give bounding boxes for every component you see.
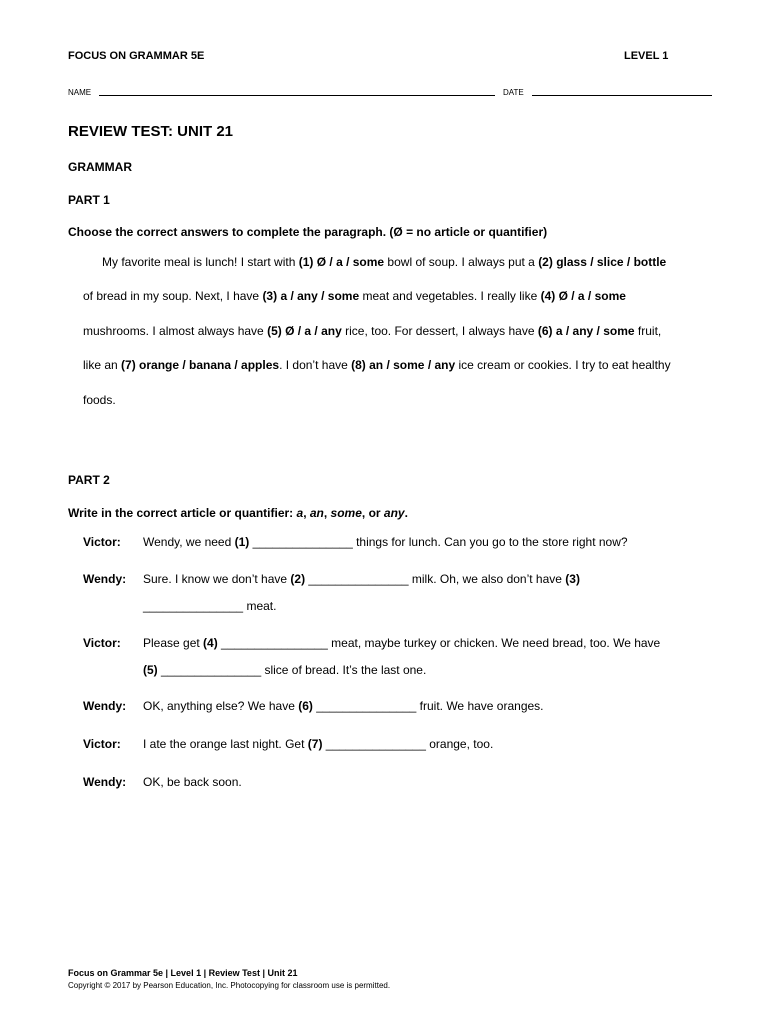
paragraph-line [102, 255, 666, 269]
dialogue-line [143, 572, 580, 586]
text-segment: Please get [143, 636, 204, 650]
text-segment: _______________ meat. [143, 599, 277, 613]
text-segment: bowl of soup. I always put a [384, 255, 539, 269]
text-segment: Write in the correct article or quantifier: [68, 506, 297, 520]
date-label: DATE [503, 88, 524, 97]
dialogue-line [143, 599, 276, 613]
paragraph-line [83, 358, 671, 372]
paragraph-line [83, 289, 626, 303]
dialogue-line [143, 775, 242, 789]
paragraph-line [83, 393, 116, 407]
footer-title: Focus on Grammar 5e | Level 1 | Review Test | Unit 21 [68, 968, 298, 978]
text-segment: _______________ fruit. We have oranges. [312, 699, 544, 713]
header-left: FOCUS ON GRAMMAR 5E [68, 50, 205, 62]
text-segment: Wendy, we need [143, 535, 235, 549]
dialogue-line [143, 535, 628, 549]
answer-choice: (6) [298, 699, 313, 713]
text-segment: rice, too. For dessert, I always have [341, 324, 538, 338]
dialogue-line [143, 663, 426, 677]
text-segment: , or [361, 506, 384, 520]
speaker-label: Victor: [83, 737, 121, 751]
name-label: NAME [68, 88, 92, 97]
text-segment: meat and vegetables. I really like [359, 289, 541, 303]
dialogue-line [143, 699, 544, 713]
grammar-heading: GRAMMAR [68, 160, 132, 174]
answer-choice: (6) a / any / some [537, 324, 635, 338]
answer-choice: (7) orange / banana / apples [121, 358, 280, 372]
part1-instruction: Choose the correct answers to complete the paragraph. (Ø = no article or quantifier) [68, 225, 548, 239]
text-segment: , [323, 506, 331, 520]
text-segment: _______________ orange, too. [322, 737, 494, 751]
footer-copyright: Copyright © 2017 by Pearson Education, Inc. Photocopying for classroom use is permitted. [68, 981, 391, 990]
answer-choice: (1) Ø / a / some [298, 255, 385, 269]
answer-choice: (3) a / any / some [262, 289, 360, 303]
text-segment: . [404, 506, 408, 520]
answer-choice: (2) glass / slice / bottle [538, 255, 667, 269]
speaker-label: Wendy: [83, 775, 127, 789]
answer-choice: (5) Ø / a / any [267, 324, 342, 338]
answer-choice: (8) an / some / any [351, 358, 456, 372]
answer-choice: (7) [307, 737, 323, 751]
text-segment: mushrooms. I almost always have [83, 324, 268, 338]
dialogue-line [143, 737, 493, 751]
part2-instruction [68, 506, 408, 520]
text-segment: of bread in my soup. Next, I have [83, 289, 263, 303]
text-segment: , [303, 506, 310, 520]
text-segment: ice cream or cookies. I try to eat healthy [455, 358, 671, 372]
text-segment: fruit, [634, 324, 662, 338]
header-right: LEVEL 1 [624, 50, 669, 62]
name-field-line[interactable] [99, 85, 495, 96]
text-segment: OK, be back soon. [143, 775, 242, 789]
answer-choice: (2) [290, 572, 306, 586]
answer-choice: (4) Ø / a / some [540, 289, 626, 303]
date-field-line[interactable] [532, 85, 712, 96]
part1-heading: PART 1 [68, 193, 110, 207]
speaker-label: Wendy: [83, 699, 127, 713]
text-segment: _______________ things for lunch. Can you go to the store right now? [249, 535, 628, 549]
part2-heading: PART 2 [68, 473, 110, 487]
answer-choice: a [296, 506, 304, 520]
text-segment: _______________ milk. Oh, we also don’t have [305, 572, 566, 586]
speaker-label: Victor: [83, 535, 121, 549]
dialogue-line [143, 636, 660, 650]
answer-choice: any [383, 506, 405, 520]
text-segment: Sure. I know we don’t have [143, 572, 291, 586]
text-segment: My favorite meal is lunch! I start with [102, 255, 299, 269]
text-segment: _______________ slice of bread. It’s the last one. [157, 663, 427, 677]
speaker-label: Victor: [83, 636, 121, 650]
text-segment: like an [83, 358, 122, 372]
answer-choice: (5) [143, 663, 158, 677]
page-title: REVIEW TEST: UNIT 21 [68, 123, 234, 140]
speaker-label: Wendy: [83, 572, 127, 586]
answer-choice: some [330, 506, 362, 520]
text-segment: foods. [83, 393, 116, 407]
text-segment: I ate the orange last night. Get [143, 737, 308, 751]
text-segment: OK, anything else? We have [143, 699, 299, 713]
text-segment: ________________ meat, maybe turkey or chicken. We need bread, too. We have [217, 636, 661, 650]
answer-choice: (3) [565, 572, 580, 586]
answer-choice: (4) [203, 636, 218, 650]
paragraph-line [83, 324, 661, 338]
answer-choice: an [309, 506, 324, 520]
answer-choice: (1) [234, 535, 250, 549]
text-segment: . I don’t have [279, 358, 352, 372]
